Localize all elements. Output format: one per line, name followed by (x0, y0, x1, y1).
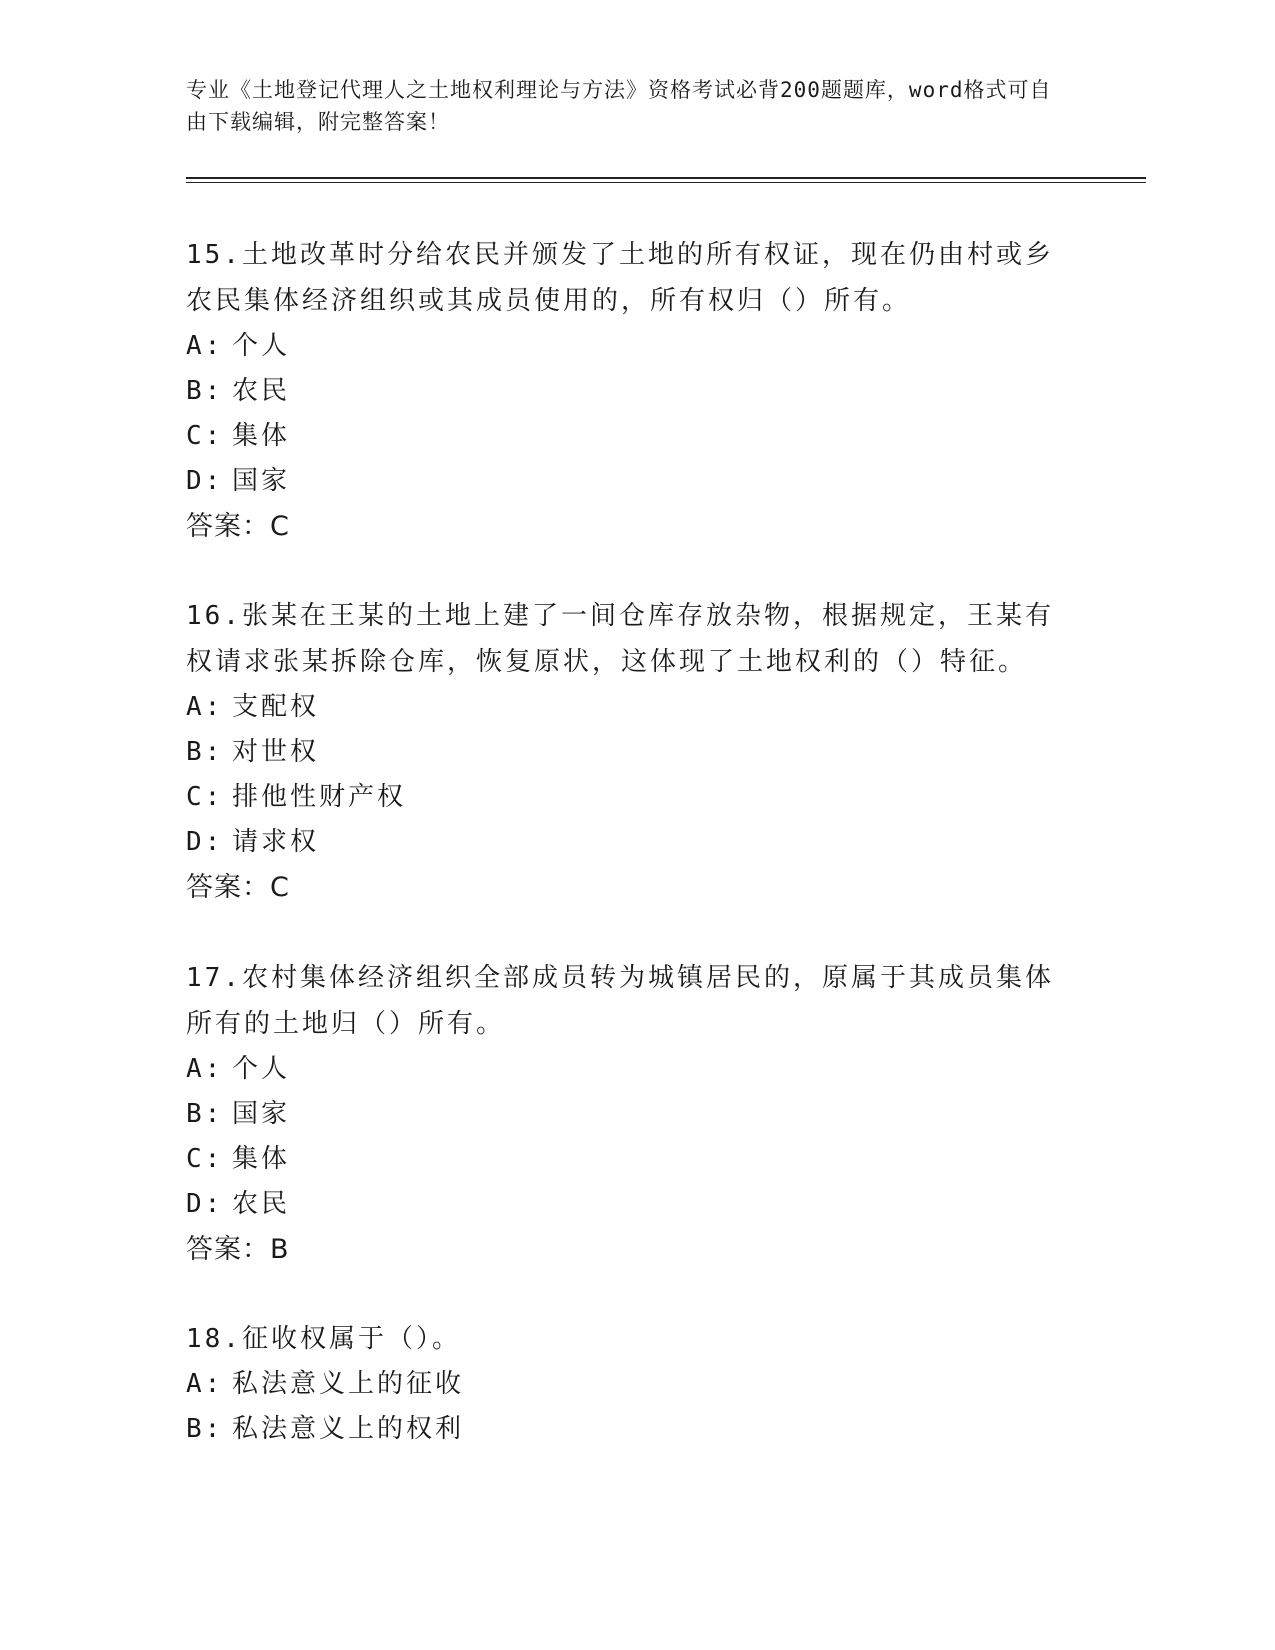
option-key: A: (186, 331, 224, 361)
option-text: 个人 (232, 1054, 291, 1084)
option-text: 集体 (232, 421, 291, 451)
option-key: A: (186, 692, 224, 722)
question-stem: 16.张某在王某的土地上建了一间仓库存放杂物，根据规定，王某有权请求张某拆除仓库，恢复原状，这体现了土地权利的（）特征。 (186, 601, 1054, 677)
option-text: 请求权 (232, 827, 320, 857)
option-key: D: (186, 466, 224, 496)
option-key: C: (186, 421, 224, 451)
option-key: C: (186, 1144, 224, 1174)
option-key: B: (186, 1099, 224, 1129)
header-rule-thin (186, 182, 1146, 183)
option-text: 私法意义上的权利 (232, 1414, 465, 1444)
header-rule-thick (186, 177, 1146, 179)
option-key: B: (186, 1414, 224, 1444)
question-18 (186, 1316, 1076, 1452)
option-b (186, 1407, 1076, 1452)
option-key: C: (186, 782, 224, 812)
option-text: 国家 (232, 1099, 291, 1129)
option-d (186, 459, 1076, 504)
option-text: 对世权 (232, 737, 320, 767)
document-header: 专业《土地登记代理人之土地权利理论与方法》资格考试必背200题题库，word格式可自由下载编辑，附完整答案！ (186, 78, 1052, 134)
question-17 (186, 955, 1076, 1273)
option-key: A: (186, 1369, 224, 1399)
option-a (186, 324, 1076, 369)
option-a (186, 1362, 1076, 1407)
option-key: B: (186, 376, 224, 406)
option-text: 集体 (232, 1144, 291, 1174)
option-d (186, 1182, 1076, 1227)
option-b (186, 369, 1076, 414)
option-text: 个人 (232, 331, 291, 361)
question-stem: 18.征收权属于（）。 (186, 1324, 461, 1354)
option-key: D: (186, 1189, 224, 1219)
option-b (186, 1092, 1076, 1137)
option-text: 农民 (232, 376, 291, 406)
option-c (186, 1137, 1076, 1182)
option-key: A: (186, 1054, 224, 1084)
option-c (186, 775, 1076, 820)
option-text: 支配权 (232, 692, 320, 722)
option-text: 私法意义上的征收 (232, 1369, 465, 1399)
question-stem: 17.农村集体经济组织全部成员转为城镇居民的，原属于其成员集体所有的土地归（）所有。 (186, 963, 1054, 1039)
option-b (186, 730, 1076, 775)
option-key: D: (186, 827, 224, 857)
option-d (186, 820, 1076, 865)
option-text: 国家 (232, 466, 291, 496)
answer-line: 答案：C (186, 872, 290, 903)
option-a (186, 1047, 1076, 1092)
question-stem: 15.土地改革时分给农民并颁发了土地的所有权证，现在仍由村或乡农民集体经济组织或其成员使用的，所有权归（）所有。 (186, 240, 1054, 316)
answer-line: 答案：B (186, 1234, 290, 1265)
option-c (186, 414, 1076, 459)
option-key: B: (186, 737, 224, 767)
option-text: 排他性财产权 (232, 782, 407, 812)
question-16 (186, 593, 1076, 911)
question-15 (186, 232, 1076, 550)
answer-line: 答案：C (186, 511, 290, 542)
option-a (186, 685, 1076, 730)
option-text: 农民 (232, 1189, 291, 1219)
